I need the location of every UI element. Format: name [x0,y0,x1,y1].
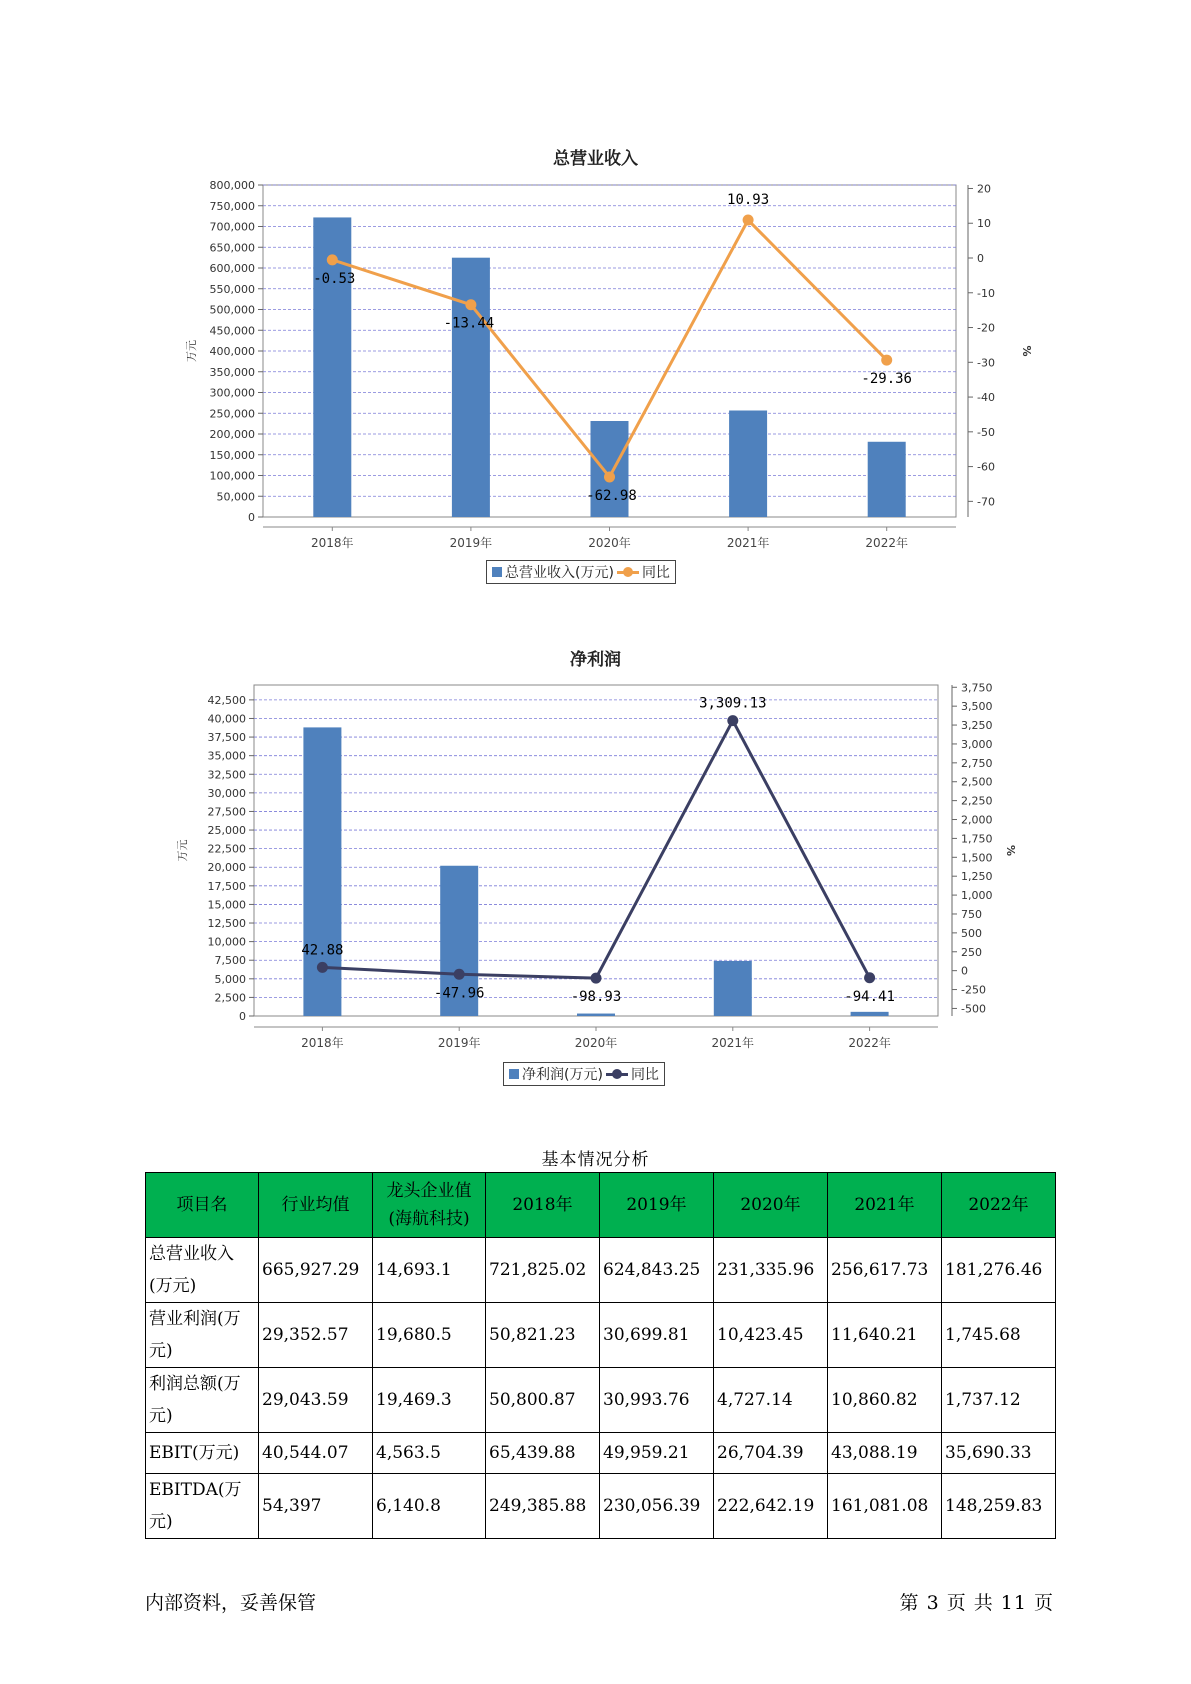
y2-tick-label: 1,250 [961,870,993,884]
y2-tick-label: 20 [977,182,991,196]
y2-tick-label: 2,500 [961,775,993,789]
plot-area-frame [254,685,938,1016]
y2-tick-label: -60 [977,460,995,474]
y-tick-label: 250,000 [209,407,255,421]
table-cell: 49,959.21 [600,1433,714,1474]
y-tick-label: 700,000 [209,220,255,234]
y-tick-label: 450,000 [209,324,255,338]
legend-bar-label: 总营业收入(万元) [505,565,614,581]
data-label: -29.36 [861,371,912,388]
y-tick-label: 35,000 [207,749,246,763]
table-cell: 181,276.46 [942,1238,1056,1303]
table-header-cell: 2019年 [600,1173,714,1238]
y2-tick-label: -250 [961,983,986,997]
y2-tick-label: 2,000 [961,813,993,827]
table-cell: 29,352.57 [259,1303,373,1368]
x-tick-label: 2022年 [865,536,908,550]
y2-tick-label: 3,500 [961,700,993,714]
profit-chart [0,675,1191,1050]
y2-tick-label: 3,750 [961,681,993,695]
line-point [881,355,892,366]
x-tick-label: 2021年 [711,1036,755,1050]
y2-tick-label: 1,500 [961,851,993,865]
table-row [146,1474,1056,1539]
data-label: -94.41 [844,988,895,1005]
table-cell: 19,469.3 [373,1368,486,1433]
y2-tick-label: 1,000 [961,889,993,903]
y2-tick-label: -20 [977,321,995,335]
line-point [327,254,338,265]
y-tick-label: 22,500 [207,842,246,856]
table-row [146,1303,1056,1368]
table-header-cell: 项目名 [146,1173,259,1238]
y-axis-unit: 万元 [176,839,189,862]
table-cell: 230,056.39 [600,1474,714,1539]
y-tick-label: 500,000 [209,303,255,317]
y-tick-label: 600,000 [209,262,255,275]
y-tick-label: 42,500 [207,693,246,707]
data-label: 3,309.13 [699,695,767,712]
y2-tick-label: -30 [977,356,995,370]
y-tick-label: 40,000 [207,712,246,726]
y-tick-label: 200,000 [209,428,255,441]
table-row [146,1433,1056,1474]
legend-line-label: 同比 [630,1067,659,1083]
profit-chart-title: 净利润 [570,650,621,670]
y2-tick-label: 500 [961,926,982,940]
bar [714,961,752,1016]
table-header-cell: 行业均值 [259,1173,373,1238]
table-cell: 1,737.12 [942,1368,1056,1433]
y-tick-label: 400,000 [209,345,255,358]
y2-tick-label: 10 [977,217,991,231]
table-cell: 148,259.83 [942,1474,1056,1539]
y-tick-label: 10,000 [207,935,246,949]
y2-tick-label: 0 [977,252,984,266]
y-tick-label: 20,000 [207,861,246,875]
table-body [146,1238,1056,1539]
y-tick-label: 100,000 [209,469,255,483]
bar [577,1014,615,1016]
y-tick-label: 7,500 [214,954,246,968]
table-cell: 30,699.81 [600,1303,714,1368]
y2-tick-label: 3,250 [961,719,993,733]
data-label: -98.93 [570,989,622,1006]
y-tick-label: 550,000 [209,282,255,296]
table-cell: 4,563.5 [373,1433,486,1474]
x-tick-label: 2018年 [301,1036,344,1050]
legend-bar-swatch [492,567,502,577]
table-cell: 29,043.59 [259,1368,373,1433]
table-cell: 11,640.21 [828,1303,942,1368]
y-tick-label: 17,500 [207,879,246,893]
basic-analysis-table [145,1172,1056,1539]
line-point [864,972,875,983]
table-cell: 30,993.76 [600,1368,714,1433]
table-cell: 231,335.96 [714,1238,828,1303]
table-cell: 161,081.08 [828,1474,942,1539]
data-label: 10.93 [727,192,770,209]
data-label: -0.53 [313,270,356,287]
x-tick-label: 2020年 [588,536,631,550]
table-cell: 1,745.68 [942,1303,1056,1368]
y2-tick-label: -40 [977,391,995,405]
table-cell: 50,821.23 [486,1303,600,1368]
y2-tick-label: 3,000 [961,737,993,751]
y-tick-label: 300,000 [209,386,255,400]
y-tick-label: 50,000 [216,490,255,504]
table-cell: 65,439.88 [486,1433,600,1474]
y-tick-label: 650,000 [209,241,255,255]
table-row [146,1368,1056,1433]
line-point [465,299,476,310]
revenue-chart-legend [486,560,676,584]
x-tick-label: 2020年 [574,1036,618,1050]
y-tick-label: 0 [248,511,255,524]
y-tick-label: 150,000 [209,448,255,462]
line-point [454,969,465,980]
bar [851,1012,889,1016]
table-row [146,1238,1056,1303]
table-row-label: 利润总额(万元) [146,1368,259,1433]
line-point [317,962,328,973]
legend-line-label: 同比 [641,565,670,581]
profit-chart-legend [503,1062,665,1086]
table-cell: 35,690.33 [942,1433,1056,1474]
revenue-chart [0,175,1191,550]
table-cell: 665,927.29 [259,1238,373,1303]
x-tick-label: 2019年 [449,536,493,550]
y2-tick-label: -10 [977,286,995,300]
line-point [727,715,738,726]
data-label: 42.88 [301,942,344,959]
y2-axis-unit: % [1004,844,1017,857]
x-tick-label: 2022年 [848,1036,891,1050]
table-cell: 721,825.02 [486,1238,600,1303]
table-cell: 14,693.1 [373,1238,486,1303]
table-row-label: EBIT(万元) [146,1433,259,1474]
line-point [604,471,615,482]
table-header-cell: 2020年 [714,1173,828,1238]
table-cell: 19,680.5 [373,1303,486,1368]
table-cell: 249,385.88 [486,1474,600,1539]
data-label: -13.44 [443,315,495,332]
y2-tick-label: 1,750 [961,832,993,846]
table-cell: 26,704.39 [714,1433,828,1474]
table-cell: 222,642.19 [714,1474,828,1539]
x-tick-label: 2021年 [726,536,770,550]
table-caption: 基本情况分析 [541,1150,650,1170]
table-cell: 10,860.82 [828,1368,942,1433]
y-axis-unit: 万元 [185,340,198,362]
series-line [322,721,869,979]
table-header-row [146,1173,1056,1238]
legend-line-swatch [606,1069,628,1079]
line-point [591,973,602,984]
y2-axis-unit: % [1020,345,1033,357]
legend-line-swatch [617,567,639,577]
y-tick-label: 30,000 [207,786,246,800]
x-tick-label: 2019年 [437,1036,481,1050]
y2-tick-label: 2,750 [961,756,993,770]
y2-tick-label: 250 [961,945,982,959]
bar [729,411,767,517]
table-row-label: 营业利润(万元) [146,1303,259,1368]
y-tick-label: 32,500 [207,768,246,782]
y-tick-label: 2,500 [214,991,246,1005]
y2-tick-label: 0 [961,964,968,978]
table-cell: 50,800.87 [486,1368,600,1433]
y-tick-label: 800,000 [209,179,255,192]
y-tick-label: 25,000 [207,824,246,838]
y2-tick-label: -500 [961,1002,986,1016]
table-cell: 256,617.73 [828,1238,942,1303]
y-tick-label: 0 [239,1010,246,1023]
footer-confidential-note: 内部资料，妥善保管 [145,1592,317,1614]
line-point [743,215,754,226]
data-label: -47.96 [433,985,485,1002]
y2-tick-label: -70 [977,495,995,509]
y2-tick-label: 2,250 [961,794,993,808]
y-tick-label: 15,000 [207,898,246,912]
y2-tick-label: 750 [961,907,982,921]
table-cell: 6,140.8 [373,1474,486,1539]
table-row-label: EBITDA(万元) [146,1474,259,1539]
footer-page-number: 第 3 页 共 11 页 [899,1592,1054,1614]
table-header-cell: 2021年 [828,1173,942,1238]
table-cell: 10,423.45 [714,1303,828,1368]
data-label: -62.98 [586,487,637,504]
y-tick-label: 5,000 [214,972,246,986]
table-header-cell: 龙头企业值(海航科技) [373,1173,486,1238]
legend-bar-swatch [509,1069,519,1079]
table-cell: 54,397 [259,1474,373,1539]
table-header-cell: 2022年 [942,1173,1056,1238]
revenue-chart-title: 总营业收入 [553,149,638,169]
table-cell: 4,727.14 [714,1368,828,1433]
y-tick-label: 27,500 [207,805,246,819]
table-cell: 624,843.25 [600,1238,714,1303]
table-header-cell: 2018年 [486,1173,600,1238]
table-row-label: 总营业收入(万元) [146,1238,259,1303]
bar [452,258,490,517]
y-tick-label: 350,000 [209,365,255,379]
table-cell: 43,088.19 [828,1433,942,1474]
y-tick-label: 12,500 [207,917,246,931]
x-tick-label: 2018年 [311,536,354,550]
y-tick-label: 37,500 [207,731,246,745]
bar [868,442,906,517]
y2-tick-label: -50 [977,425,995,439]
table-cell: 40,544.07 [259,1433,373,1474]
y-tick-label: 750,000 [209,199,255,213]
legend-bar-label: 净利润(万元) [522,1067,603,1083]
